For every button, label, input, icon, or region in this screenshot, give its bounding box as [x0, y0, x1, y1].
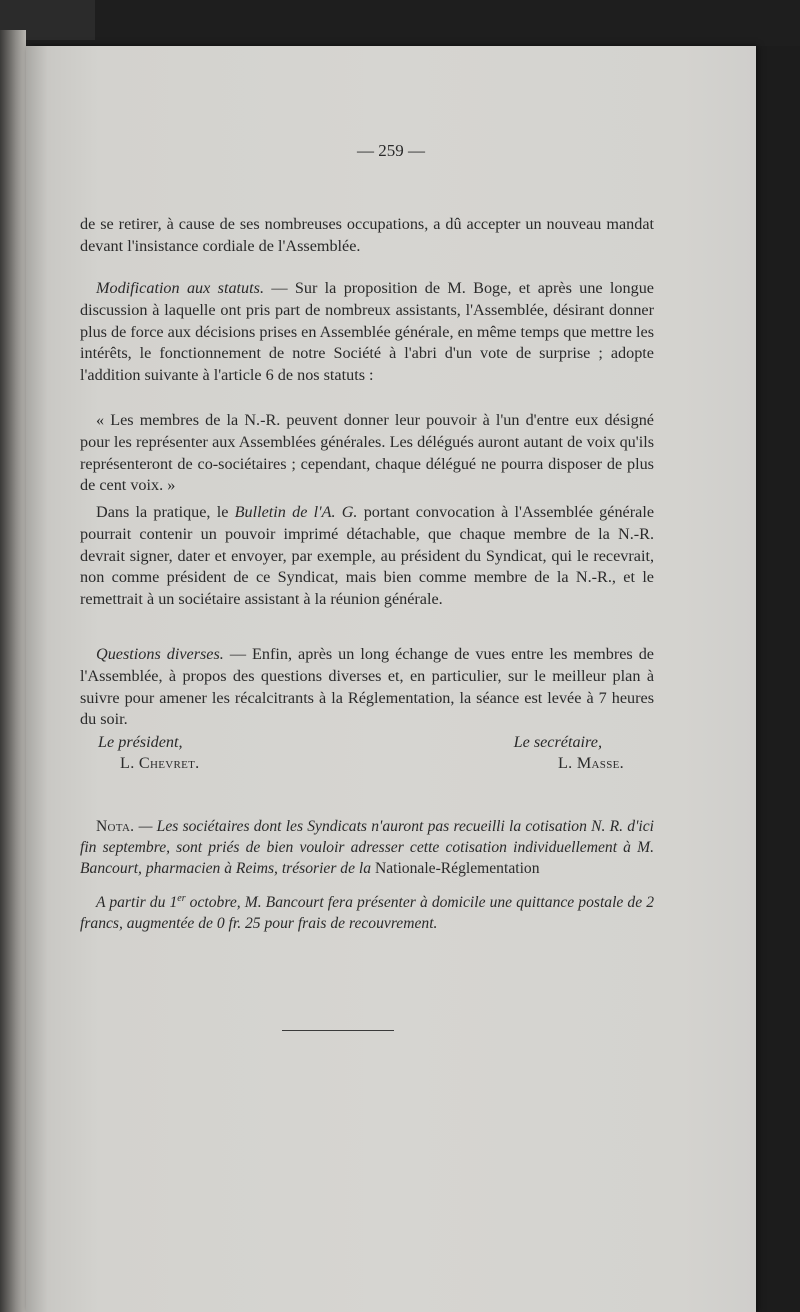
paragraph-questions-body: — Enfin, après un long échange de vues entre les membres de l'Assemblée, à propos des questions diverses et, en particulier, sur le meilleur plan à suivre pour amener les récalcitrants à la Réglementation, la séance est levée à 7 heures du soir. — [80, 645, 654, 729]
facing-page-edge — [0, 30, 26, 1312]
nota-association-name: Nationale-Réglementation — [374, 860, 540, 877]
scan-background — [756, 46, 800, 1312]
bulletin-title: Bulletin de l'A. G. — [234, 503, 358, 521]
nota-date-text: A partir du 1 — [96, 894, 178, 912]
heading-statutes: Modification aux statuts. — [96, 279, 264, 297]
paragraph-questions — [80, 644, 654, 731]
nota-second-paragraph — [80, 888, 654, 934]
paragraph-continuation: de se retirer, à cause de ses nombreuses occupations, a dû accepter un nouveau mandat devant l'insistance cordiale de l'Assemblée. — [80, 215, 654, 255]
document-page — [26, 46, 756, 1312]
paragraph-quotation: « Les membres de la N.-R. peuvent donner leur pouvoir à l'un d'entre eux désigné pour les représenter aux Assemblées générales. Les délégués auront autant de voix qu'ils représenteront de co-sociétaires ; cependant, chaque délégué ne pourra disposer de plus de cent voix. » — [80, 411, 654, 495]
secretary-name: L. Masse. — [557, 754, 624, 772]
nota-paragraph — [80, 816, 654, 879]
closing-rule — [282, 1030, 394, 1031]
paragraph-statutes — [80, 278, 654, 387]
secretary-title: Le secrétaire, — [513, 733, 602, 751]
practice-text-b: portant convocation à l'Assemblée générale pourrait contenir un pouvoir imprimé détachable, que chaque membre de la N.-R. devrait signer, dater et envoyer, par exemple, au président du Syndicat, qui le recevrait, non comme président de ce Syndicat, mais bien comme membre de la N.-R., et le remettrait à un sociétaire assistant à la réunion générale. — [80, 503, 654, 609]
nota-receipt-text: octobre, M. Bancourt fera présenter à domicile une quittance postale de 2 francs, augmentée de 0 fr. 25 pour frais de recouvrement. — [80, 894, 654, 933]
practice-text-a: Dans la pratique, le — [96, 503, 235, 521]
paragraph-practice — [80, 502, 654, 611]
page-number: — 259 — — [357, 141, 425, 160]
president-title: Le président, — [98, 733, 183, 751]
heading-questions: Questions diverses. — [96, 645, 224, 663]
paragraph-statutes-body: — Sur la proposition de M. Boge, et après une longue discussion à laquelle ont pris part de nombreux assistants, l'Assemblée, désirant donner plus de force aux décisions prises en Assemblée générale, en même temps que mettre les intérêts, le fonctionnement de notre Société à l'abri d'un vote de surprise ; adopte l'addition suivante à l'article 6 de nos statuts : — [80, 279, 655, 385]
nota-body: — Les sociétaires dont les Syndicats n'auront pas recueilli la cotisation N. R. d'ici fin septembre, sont priés de bien vouloir adresser cette cotisation individuellement à M. Bancourt, pharmacien à Reims, trésorier de la — [80, 818, 654, 877]
nota-date-suffix: er — [177, 893, 186, 904]
president-name: L. Chevret. — [120, 754, 200, 772]
nota-label: Nota. — [96, 818, 135, 835]
